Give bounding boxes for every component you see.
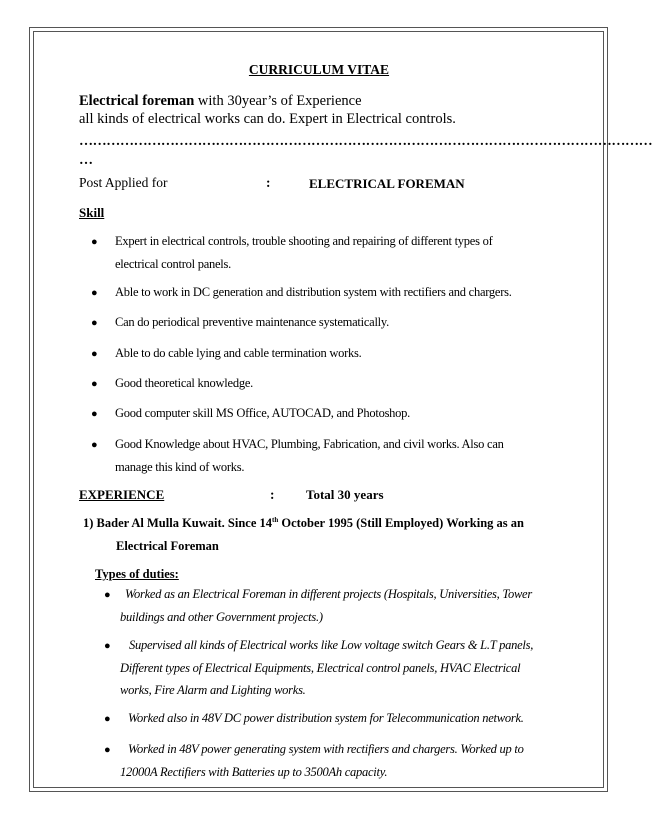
dotted-separator-end: … [79, 153, 93, 168]
duties-heading: Types of duties: [95, 567, 179, 581]
bullet-icon: ● [104, 640, 111, 652]
duty-item: Worked also in 48V DC power distribution system for Telecommunication network. [128, 711, 524, 725]
duty-item-cont: 12000A Rectifiers with Batteries up to 3500Ah capacity. [120, 765, 388, 779]
job-title-line [83, 516, 524, 531]
skill-item: Expert in electrical controls, trouble shooting and repairing of different types of [115, 234, 493, 248]
duty-item: Worked as an Electrical Foreman in different projects (Hospitals, Universities, Tower [125, 587, 532, 601]
post-label: Post Applied for [79, 175, 168, 190]
skill-item-cont: manage this kind of works. [115, 460, 245, 474]
intro-role: Electrical foreman [79, 93, 195, 109]
duty-item-cont: buildings and other Government projects.) [120, 610, 323, 624]
bullet-icon: ● [91, 378, 98, 390]
skill-item: Good Knowledge about HVAC, Plumbing, Fabrication, and civil works. Also can [115, 437, 504, 451]
bullet-icon: ● [91, 439, 98, 451]
job-date-suffix: th [272, 516, 279, 524]
intro-line-1 [79, 93, 362, 110]
skill-heading: Skill [79, 205, 105, 220]
bullet-icon: ● [91, 287, 98, 299]
skill-item: Able to work in DC generation and distribution system with rectifiers and chargers. [115, 285, 512, 299]
document-title: CURRICULUM VITAE [248, 62, 390, 77]
dotted-separator: ……………………………………………………………………………………………………………… [79, 134, 652, 149]
bullet-icon: ● [104, 589, 111, 601]
skill-item-cont: electrical control panels. [115, 257, 232, 271]
experience-total: Total 30 years [306, 487, 384, 502]
bullet-icon: ● [91, 408, 98, 420]
duty-item-cont: Different types of Electrical Equipments, Electrical control panels, HVAC Electrical [120, 661, 521, 675]
skill-item: Can do periodical preventive maintenance systematically. [115, 315, 389, 329]
bullet-icon: ● [91, 348, 98, 360]
skill-item: Able to do cable lying and cable termination works. [115, 346, 362, 360]
skill-item: Good theoretical knowledge. [115, 376, 253, 390]
post-value: ELECTRICAL FOREMAN [309, 176, 465, 191]
bullet-icon: ● [91, 317, 98, 329]
intro-line-2: all kinds of electrical works can do. Expert in Electrical controls. [79, 111, 456, 127]
bullet-icon: ● [91, 236, 98, 248]
job-employer: 1) Bader Al Mulla Kuwait. Since 14 [83, 516, 273, 531]
duty-item: Worked in 48V power generating system with rectifiers and chargers. Worked up to [128, 742, 524, 756]
skill-item: Good computer skill MS Office, AUTOCAD, and Photoshop. [115, 406, 411, 420]
bullet-icon: ● [104, 713, 111, 725]
duty-item-cont: works, Fire Alarm and Lighting works. [120, 683, 306, 697]
job-position: Electrical Foreman [116, 539, 219, 553]
intro-role-rest: with 30year’s of Experience [194, 93, 362, 109]
experience-heading: EXPERIENCE [79, 487, 165, 502]
duty-item: Supervised all kinds of Electrical works like Low voltage switch Gears & L.T panels, [129, 638, 534, 652]
experience-colon: : [270, 487, 275, 502]
bullet-icon: ● [104, 744, 111, 756]
post-colon: : [266, 175, 271, 190]
job-date-rest: October 1995 (Still Employed) Working as an [278, 516, 524, 531]
